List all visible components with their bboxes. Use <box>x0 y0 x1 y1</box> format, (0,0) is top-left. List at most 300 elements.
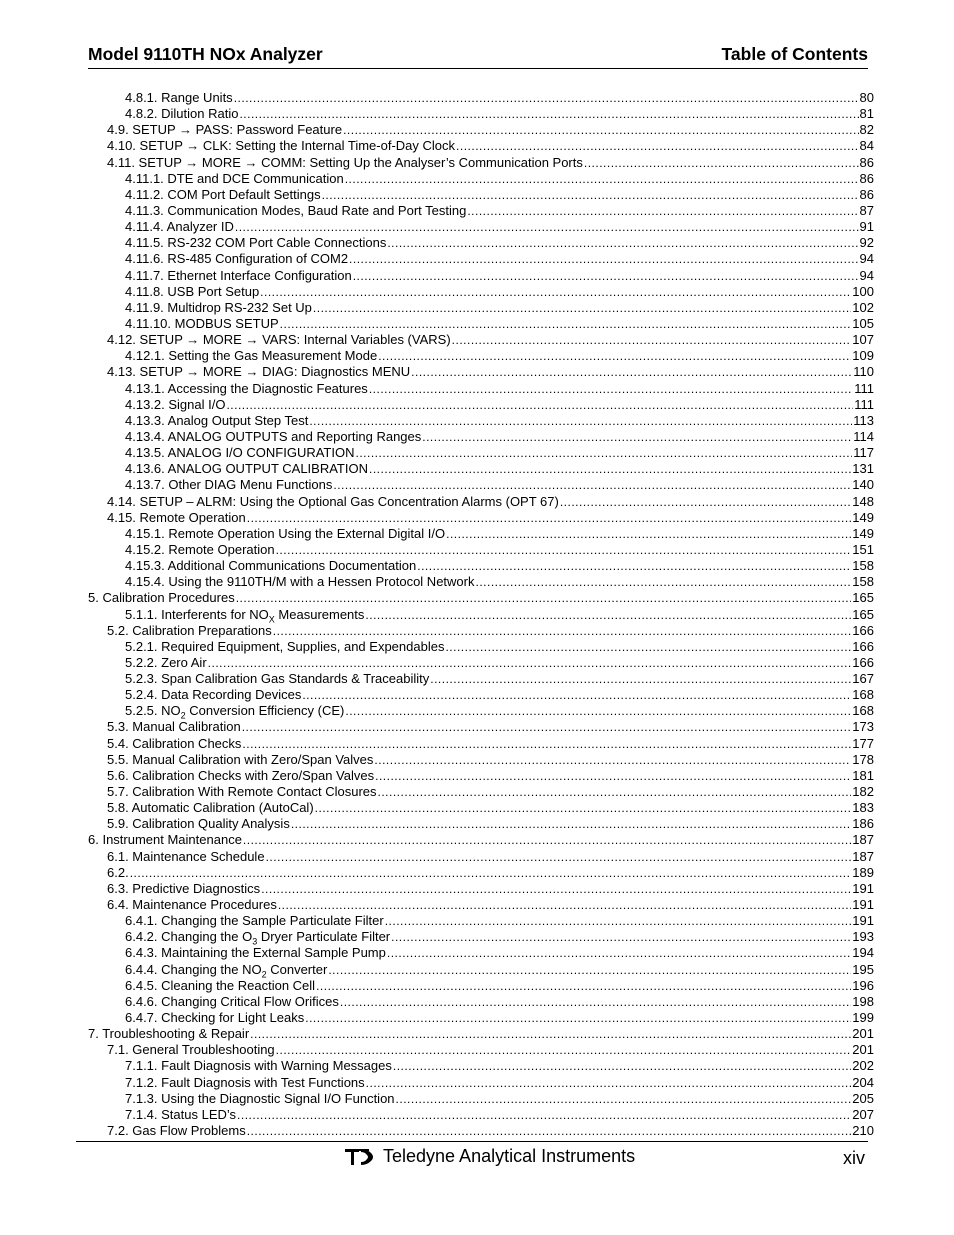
toc-dot-leader <box>378 784 852 800</box>
toc-entry-title <box>125 413 309 429</box>
toc-entry-text: 6.3. Predictive Diagnostics <box>107 880 261 896</box>
toc-entry-text: 5.9. Calibration Quality Analysis <box>107 816 290 832</box>
toc-entry-page: 165 <box>852 590 874 606</box>
toc-entry-title <box>88 832 243 848</box>
toc-entry[interactable] <box>88 187 874 203</box>
toc-entry-title <box>125 671 430 687</box>
toc-entry-page: 191 <box>852 880 874 896</box>
toc-entry[interactable] <box>88 897 874 913</box>
toc-entry-text-after: Converter <box>266 961 328 977</box>
toc-entry-page: 165 <box>852 606 874 622</box>
toc-entry-page: 109 <box>852 348 874 364</box>
toc-entry-title <box>107 510 247 526</box>
toc-dot-leader <box>236 590 852 606</box>
toc-entry[interactable] <box>88 623 874 639</box>
toc-entry-title <box>125 639 445 655</box>
toc-entry-title <box>107 784 378 800</box>
toc-entry-title <box>107 623 273 639</box>
toc-entry-title <box>107 768 375 784</box>
toc-entry[interactable] <box>88 881 874 897</box>
toc-entry[interactable] <box>88 203 874 219</box>
toc-entry-text: 5. Calibration Procedures <box>88 590 235 606</box>
toc-entry-text: 4.13. SETUP → MORE → DIAG: Diagnostics MENU <box>107 364 411 380</box>
toc-entry-page: 148 <box>852 493 874 509</box>
toc-entry[interactable] <box>88 510 874 526</box>
toc-entry-page: 84 <box>859 138 874 154</box>
toc-dot-leader <box>391 929 851 945</box>
teledyne-logo-icon <box>345 1147 377 1167</box>
toc-dot-leader <box>328 962 851 978</box>
toc-entry-text: 4.13.2. Signal I/O <box>125 396 226 412</box>
toc-entry-page: 173 <box>852 719 874 735</box>
toc-dot-leader <box>333 477 851 493</box>
toc-entry-text: 6.4.3. Maintaining the External Sample Pump <box>125 945 386 961</box>
toc-entry-page: 199 <box>852 1010 874 1026</box>
toc-dot-leader <box>235 219 859 235</box>
toc-entry-text: 5.8. Automatic Calibration (AutoCal) <box>107 800 314 816</box>
toc-entry[interactable] <box>88 332 874 348</box>
toc-entry-text: 6.4.4. Changing the NO <box>125 961 262 977</box>
toc-entry-text: 5.2. Calibration Preparations <box>107 622 272 638</box>
toc-entry-text: 4.9. SETUP → PASS: Password Feature <box>107 122 343 138</box>
toc-entry[interactable] <box>88 1026 874 1042</box>
toc-entry[interactable] <box>88 816 874 832</box>
toc-entry-text: 4.14. SETUP – ALRM: Using the Optional Gas Concentration Alarms (OPT 67) <box>107 493 559 509</box>
toc-entry[interactable] <box>88 397 874 413</box>
toc-entry-page: 158 <box>852 558 874 574</box>
toc-entry-page: 149 <box>852 525 874 541</box>
toc-entry-text: 4.13.3. Analog Output Step Test <box>125 412 309 428</box>
toc-entry-title <box>125 1058 393 1074</box>
toc-dot-leader <box>343 122 858 138</box>
toc-entry[interactable] <box>88 348 874 364</box>
toc-entry-text: 7.2. Gas Flow Problems <box>107 1123 246 1138</box>
toc-entry-page: 168 <box>852 687 874 703</box>
toc-dot-leader <box>369 461 851 477</box>
toc-entry[interactable] <box>88 590 874 606</box>
toc-entry-text: 4.11.1. DTE and DCE Communication <box>125 170 344 186</box>
toc-dot-leader <box>234 90 859 106</box>
toc-dot-leader <box>247 510 852 526</box>
toc-entry-text: 6.4. Maintenance Procedures <box>107 897 277 913</box>
toc-entry[interactable] <box>88 574 874 590</box>
toc-entry-page: 187 <box>852 848 874 864</box>
toc-entry-text: 4.15.2. Remote Operation <box>125 541 275 557</box>
toc-dot-leader <box>242 719 852 735</box>
toc-entry-text: 4.11.8. USB Port Setup <box>125 283 260 299</box>
toc-entry-text: 4.11.10. MODBUS SETUP <box>125 315 279 331</box>
toc-entry-title <box>107 881 261 897</box>
toc-entry-title <box>125 203 467 219</box>
toc-entry-title <box>125 558 417 574</box>
document-title: Model 9110TH NOx Analyzer <box>88 44 323 64</box>
toc-entry-title <box>107 122 343 138</box>
toc-entry-text: 5.6. Calibration Checks with Zero/Span Valves <box>107 767 375 783</box>
toc-entry-page: 80 <box>859 90 874 105</box>
toc-entry-page: 177 <box>852 735 874 751</box>
toc-dot-leader <box>280 316 852 332</box>
toc-entry[interactable] <box>88 90 874 106</box>
toc-entry-title <box>107 138 456 154</box>
toc-entry[interactable] <box>88 445 874 461</box>
toc-entry-page: 114 <box>853 428 874 444</box>
toc-dot-leader <box>322 187 859 203</box>
toc-dot-leader <box>316 978 851 994</box>
toc-entry-page: 117 <box>853 445 874 461</box>
toc-entry-page: 151 <box>852 541 874 557</box>
toc-dot-leader <box>560 494 851 510</box>
toc-entry-title <box>107 155 584 171</box>
toc-entry-page: 131 <box>852 461 874 477</box>
toc-entry[interactable] <box>88 994 874 1010</box>
toc-dot-leader <box>387 235 858 251</box>
toc-dot-leader <box>260 284 851 300</box>
toc-entry[interactable] <box>88 219 874 235</box>
toc-dot-leader <box>315 800 852 816</box>
toc-entry-page: 182 <box>852 784 874 800</box>
toc-entry-text: 6.4.7. Checking for Light Leaks <box>125 1010 305 1026</box>
toc-entry-title <box>125 219 235 235</box>
toc-entry-title <box>107 865 130 881</box>
toc-dot-leader <box>456 138 859 154</box>
toc-entry[interactable] <box>88 155 874 171</box>
toc-entry-text: 5.5. Manual Calibration with Zero/Span Valves <box>107 751 374 767</box>
toc-entry[interactable] <box>88 703 874 719</box>
toc-entry[interactable] <box>88 719 874 735</box>
toc-dot-leader <box>305 1010 851 1026</box>
toc-dot-leader <box>208 655 852 671</box>
toc-dot-leader <box>291 816 851 832</box>
toc-entry-title <box>125 477 333 493</box>
toc-entry-title <box>125 978 316 994</box>
toc-entry-page: 111 <box>854 380 874 396</box>
toc-dot-leader <box>278 897 851 913</box>
toc-entry-title <box>125 526 446 542</box>
toc-dot-leader <box>584 155 859 171</box>
toc-entry[interactable] <box>88 865 874 881</box>
toc-entry-text-after: Conversion Efficiency (CE) <box>185 703 345 719</box>
toc-entry-title <box>125 235 387 251</box>
toc-entry-page: 86 <box>859 170 874 186</box>
toc-entry-page: 201 <box>852 1026 874 1042</box>
toc-dot-leader <box>345 171 859 187</box>
toc-entry-text: 6.1. Maintenance Schedule <box>107 848 265 864</box>
toc-entry-title <box>125 300 313 316</box>
toc-entry[interactable] <box>88 558 874 574</box>
toc-entry[interactable] <box>88 607 874 623</box>
toc-entry[interactable] <box>88 251 874 267</box>
toc-entry-title <box>125 171 345 187</box>
page-number: xiv <box>843 1148 865 1168</box>
toc-entry-page: 198 <box>852 993 874 1009</box>
toc-entry-page: 86 <box>859 186 874 202</box>
page-header <box>88 44 868 69</box>
footer-brand <box>345 1146 635 1167</box>
toc-entry[interactable] <box>88 736 874 752</box>
toc-entry-page: 194 <box>852 945 874 961</box>
toc-entry-page: 202 <box>852 1058 874 1074</box>
toc-dot-leader <box>349 251 858 267</box>
toc-entry-text: 5.2.1. Required Equipment, Supplies, and Expendables <box>125 638 445 654</box>
toc-dot-leader <box>309 413 852 429</box>
toc-entry-text: 6.4.5. Cleaning the Reaction Cell <box>125 977 316 993</box>
toc-dot-leader <box>313 300 851 316</box>
toc-entry-title <box>125 187 322 203</box>
toc-entry[interactable] <box>88 962 874 978</box>
toc-entry-page: 181 <box>852 767 874 783</box>
toc-entry-page: 178 <box>852 751 874 767</box>
toc-entry[interactable] <box>88 768 874 784</box>
section-title: Table of Contents <box>721 44 868 64</box>
toc-entry-page: 166 <box>852 654 874 670</box>
toc-entry[interactable] <box>88 429 874 445</box>
toc-entry-text: 4.11.7. Ethernet Interface Configuration <box>125 267 352 283</box>
toc-entry-text: 4.15.4. Using the 9110TH/M with a Hessen Protocol Network <box>125 574 475 590</box>
toc-entry-text: 4.11.5. RS-232 COM Port Cable Connections <box>125 235 387 251</box>
toc-entry-page: 113 <box>853 412 874 428</box>
toc-entry-page: 205 <box>852 1090 874 1106</box>
table-of-contents <box>88 90 874 1139</box>
toc-entry-page: 204 <box>852 1074 874 1090</box>
toc-dot-leader <box>237 1107 851 1123</box>
toc-entry-subscript: 2 <box>180 710 186 721</box>
toc-entry-title <box>107 719 242 735</box>
toc-entry[interactable] <box>88 913 874 929</box>
toc-entry-page: 193 <box>852 929 874 945</box>
toc-entry-text: 7.1.1. Fault Diagnosis with Warning Messages <box>125 1058 392 1074</box>
toc-entry[interactable] <box>88 122 874 138</box>
toc-entry-page: 201 <box>852 1042 874 1058</box>
toc-dot-leader <box>375 768 851 784</box>
toc-dot-leader <box>452 332 852 348</box>
toc-entry-text: 4.11.9. Multidrop RS-232 Set Up <box>125 299 312 315</box>
toc-entry-page: 111 <box>854 396 874 412</box>
toc-entry[interactable] <box>88 671 874 687</box>
toc-entry-text: 4.12.1. Setting the Gas Measurement Mode <box>125 348 378 364</box>
toc-entry[interactable] <box>88 477 874 493</box>
toc-entry-text: 4.8.2. Dilution Ratio <box>125 106 239 122</box>
toc-entry[interactable] <box>88 526 874 542</box>
toc-entry-page: 100 <box>852 283 874 299</box>
toc-dot-leader <box>393 1058 851 1074</box>
toc-entry-page: 166 <box>852 638 874 654</box>
toc-entry[interactable] <box>88 268 874 284</box>
toc-entry[interactable] <box>88 413 874 429</box>
toc-entry-text: 4.11.4. Analyzer ID <box>125 219 234 235</box>
toc-dot-leader <box>273 623 852 639</box>
toc-entry-title <box>125 397 226 413</box>
toc-entry-text: 4.13.1. Accessing the Diagnostic Features <box>125 380 368 396</box>
page-footer <box>0 1146 954 1172</box>
toc-entry-text: 4.11.6. RS-485 Configuration of COM2 <box>125 251 349 267</box>
toc-entry[interactable] <box>88 542 874 558</box>
toc-dot-leader <box>387 945 851 961</box>
toc-dot-leader <box>353 268 859 284</box>
toc-entry-text: 4.15.1. Remote Operation Using the External Digital I/O <box>125 525 446 541</box>
toc-entry[interactable] <box>88 494 874 510</box>
toc-entry-text: 5.3. Manual Calibration <box>107 719 241 735</box>
toc-entry-title <box>125 1107 237 1123</box>
toc-entry-text: 6.4.2. Changing the O <box>125 929 253 945</box>
toc-entry[interactable] <box>88 849 874 865</box>
toc-dot-leader <box>276 542 852 558</box>
toc-entry-title <box>125 1075 366 1091</box>
toc-entry-text: 4.13.6. ANALOG OUTPUT CALIBRATION <box>125 461 368 477</box>
toc-entry[interactable] <box>88 929 874 945</box>
toc-entry-text: 7.1.3. Using the Diagnostic Signal I/O Function <box>125 1090 395 1106</box>
toc-entry-page: 210 <box>852 1123 874 1138</box>
toc-dot-leader <box>365 607 851 623</box>
toc-entry-page: 166 <box>852 622 874 638</box>
toc-entry[interactable] <box>88 461 874 477</box>
toc-entry-text: 6.2. <box>107 864 129 880</box>
toc-entry-title <box>125 268 353 284</box>
toc-entry-text: 4.11.3. Communication Modes, Baud Rate and Port Testing <box>125 202 467 218</box>
toc-entry[interactable] <box>88 1010 874 1026</box>
footer-divider <box>76 1141 868 1142</box>
toc-entry-page: 91 <box>859 219 874 235</box>
toc-entry-title <box>107 736 242 752</box>
toc-entry-title <box>107 752 374 768</box>
toc-entry-subscript: 3 <box>252 936 258 947</box>
toc-entry-title <box>107 800 315 816</box>
toc-entry-page: 82 <box>859 122 874 138</box>
toc-entry[interactable] <box>88 784 874 800</box>
toc-entry-text: 4.11. SETUP → MORE → COMM: Setting Up the Analyser’s Communication Ports <box>107 154 583 170</box>
toc-entry-text: 4.13.4. ANALOG OUTPUTS and Reporting Ranges <box>125 428 422 444</box>
toc-entry-page: 86 <box>859 154 874 170</box>
toc-entry[interactable] <box>88 171 874 187</box>
toc-entry[interactable] <box>88 1107 874 1123</box>
toc-entry-page: 187 <box>852 832 874 848</box>
toc-dot-leader <box>378 348 851 364</box>
toc-entry[interactable] <box>88 235 874 251</box>
toc-entry-title <box>125 251 349 267</box>
toc-entry-text: 6.4.6. Changing Critical Flow Orifices <box>125 993 339 1009</box>
toc-entry-title <box>125 913 385 929</box>
toc-entry[interactable] <box>88 1042 874 1058</box>
toc-entry[interactable] <box>88 1091 874 1107</box>
toc-entry[interactable] <box>88 138 874 154</box>
toc-entry-page: 105 <box>852 315 874 331</box>
toc-entry[interactable] <box>88 655 874 671</box>
toc-dot-leader <box>250 1026 851 1042</box>
toc-dot-leader <box>445 639 851 655</box>
toc-entry-text-after: Measurements <box>274 606 365 622</box>
toc-entry-text: 4.15.3. Additional Communications Documentation <box>125 558 417 574</box>
toc-entry-title <box>125 90 234 106</box>
toc-dot-leader <box>467 203 858 219</box>
toc-entry-title <box>125 316 280 332</box>
toc-entry[interactable] <box>88 832 874 848</box>
toc-entry-text: 5.2.4. Data Recording Devices <box>125 687 302 703</box>
toc-entry-text: 5.4. Calibration Checks <box>107 735 242 751</box>
toc-dot-leader <box>411 364 852 380</box>
toc-entry-title <box>125 348 378 364</box>
toc-entry-subscript: X <box>268 614 275 625</box>
toc-entry-page: 196 <box>852 977 874 993</box>
toc-dot-leader <box>366 1075 852 1091</box>
toc-entry-text: 4.10. SETUP → CLK: Setting the Internal Time-of-Day Clock <box>107 138 456 154</box>
toc-entry-text: 4.13.5. ANALOG I/O CONFIGURATION <box>125 445 355 461</box>
toc-dot-leader <box>396 1091 852 1107</box>
toc-entry-title <box>125 655 208 671</box>
toc-entry-title <box>125 1010 305 1026</box>
toc-dot-leader <box>345 703 851 719</box>
toc-entry[interactable] <box>88 978 874 994</box>
toc-entry-page: 149 <box>852 509 874 525</box>
toc-entry[interactable] <box>88 381 874 397</box>
toc-entry-text: 7. Troubleshooting & Repair <box>88 1026 250 1042</box>
toc-entry-page: 102 <box>852 299 874 315</box>
toc-dot-leader <box>475 574 851 590</box>
toc-entry[interactable] <box>88 687 874 703</box>
toc-dot-leader <box>422 429 852 445</box>
toc-entry-title <box>125 106 239 122</box>
toc-entry-page: 92 <box>859 235 874 251</box>
toc-entry[interactable] <box>88 316 874 332</box>
toc-entry-title <box>125 994 340 1010</box>
toc-entry[interactable] <box>88 364 874 380</box>
toc-entry[interactable] <box>88 1058 874 1074</box>
toc-entry-text: 6.4.1. Changing the Sample Particulate Filter <box>125 913 384 929</box>
toc-entry-page: 186 <box>852 816 874 832</box>
toc-entry[interactable] <box>88 1075 874 1091</box>
toc-dot-leader <box>276 1042 852 1058</box>
toc-dot-leader <box>385 913 852 929</box>
footer-brand-text: Teledyne Analytical Instruments <box>383 1146 636 1166</box>
toc-entry-text: 7.1. General Troubleshooting <box>107 1042 275 1058</box>
toc-entry-text: 7.1.4. Status LED’s <box>125 1106 237 1122</box>
toc-entry-page: 158 <box>852 574 874 590</box>
toc-entry[interactable] <box>88 800 874 816</box>
toc-entry[interactable] <box>88 639 874 655</box>
toc-entry-title <box>125 445 355 461</box>
toc-entry[interactable] <box>88 945 874 961</box>
toc-entry-page: 94 <box>859 267 874 283</box>
toc-entry-text: 4.11.2. COM Port Default Settings <box>125 186 321 202</box>
toc-entry-title <box>125 1091 396 1107</box>
toc-entry-title <box>88 590 236 606</box>
toc-entry-title <box>125 284 260 300</box>
toc-dot-leader <box>417 558 851 574</box>
toc-entry-text: 5.2.5. NO <box>125 703 181 719</box>
toc-entry[interactable] <box>88 106 874 122</box>
toc-entry[interactable] <box>88 752 874 768</box>
toc-entry-title <box>107 364 411 380</box>
toc-entry-page: 195 <box>852 961 874 977</box>
toc-entry-text: 5.2.3. Span Calibration Gas Standards & Traceability <box>125 671 430 687</box>
toc-dot-leader <box>430 671 851 687</box>
toc-dot-leader <box>446 526 851 542</box>
toc-entry[interactable] <box>88 284 874 300</box>
toc-entry[interactable] <box>88 1123 874 1139</box>
toc-entry-title <box>125 542 276 558</box>
toc-entry-text: 5.1.1. Interferents for NO <box>125 606 269 622</box>
toc-entry-title <box>125 429 422 445</box>
toc-entry-page: 207 <box>852 1106 874 1122</box>
toc-entry-title <box>107 1123 247 1139</box>
toc-dot-leader <box>130 865 852 881</box>
toc-entry-title <box>107 897 278 913</box>
toc-dot-leader <box>374 752 851 768</box>
toc-entry-text: 4.12. SETUP → MORE → VARS: Internal Variables (VARS) <box>107 332 451 348</box>
toc-entry[interactable] <box>88 300 874 316</box>
toc-dot-leader <box>302 687 851 703</box>
toc-entry-page: 87 <box>859 202 874 218</box>
toc-dot-leader <box>226 397 853 413</box>
toc-entry-text: 4.8.1. Range Units <box>125 90 233 105</box>
